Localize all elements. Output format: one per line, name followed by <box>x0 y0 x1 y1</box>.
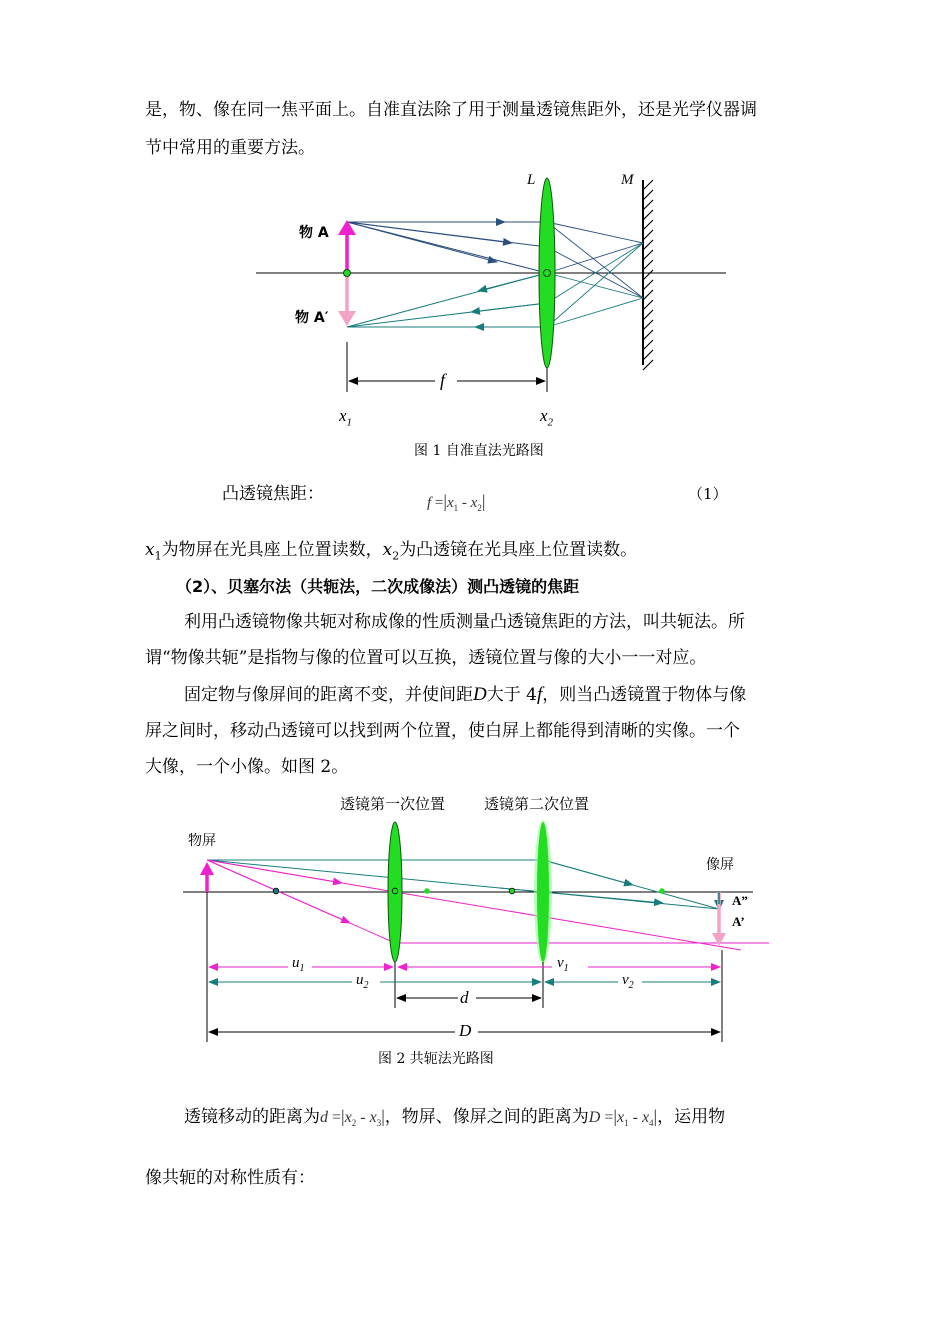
fig2-label-D: D <box>459 1021 472 1040</box>
fig2-label-imgscreen: 像屏 <box>706 857 734 873</box>
fig1-label-L: L <box>527 172 536 188</box>
def-line: $x_1$为物屏在光具座上位置读数，$x_2$为凸透镜在光具座上位置读数。 <box>145 540 638 563</box>
formula1-expression: $f =|x_1 - x_2|$ <box>427 491 486 513</box>
fig1-label-objA: 物 A <box>299 225 329 241</box>
para4-line2: 像共轭的对称性质有： <box>145 1168 315 1188</box>
para1-line2: 节中常用的重要方法。 <box>145 138 315 158</box>
para3-line3: 大像，一个小像。如图 2。 <box>145 757 349 777</box>
section-heading-2: （2）、贝塞尔法（共轭法，二次成像法）测凸透镜的焦距 <box>176 577 580 596</box>
fig2-label-A1: A’ <box>732 914 745 929</box>
fig1-label-x2: $x_2$ <box>540 406 554 429</box>
para3-line2: 屏之间时，移动凸透镜可以找到两个位置，使白屏上都能得到清晰的实像。一个 <box>145 721 740 741</box>
fig2-label-objscreen: 物屏 <box>188 833 216 849</box>
para2-line2: 谓“物像共轭”是指物与像的位置可以互换，透镜位置与像的大小一一对应。 <box>145 648 707 668</box>
fig1-label-M: M <box>621 172 634 188</box>
fig2-label-pos1: 透镜第一次位置 <box>340 795 446 813</box>
fig2-label-A2: A” <box>732 893 748 908</box>
fig2-label-u1: $u_1$ <box>292 955 305 974</box>
fig2-label-pos2: 透镜第二次位置 <box>484 795 590 813</box>
formula1-label: 凸透镜焦距： <box>222 484 324 504</box>
para3-line1: 固定物与像屏间的距离不变，并使间距D大于 4f，则当凸透镜置于物体与像 <box>184 684 747 705</box>
fig2-focal-point <box>273 888 279 894</box>
fig2-label-u2: $u_2$ <box>356 972 369 991</box>
fig1-label-x1: $x_1$ <box>339 406 353 429</box>
fig2-teal-rays <box>207 860 719 909</box>
fig2-caption: 图 2 共轭法光路图 <box>378 1051 494 1067</box>
formula1-number: （1） <box>688 485 728 503</box>
fig2-label-v1: $v_1$ <box>557 955 569 974</box>
fig2-label-v2: $v_2$ <box>622 972 634 991</box>
fig1-caption: 图 1 自准直法光路图 <box>414 443 544 459</box>
para1-line1: 是，物、像在同一焦平面上。自准直法除了用于测量透镜焦距外，还是光学仪器调 <box>145 100 757 120</box>
fig1-label-objA2: 物 A′ <box>295 310 329 326</box>
fig2-magenta-rays <box>207 860 769 950</box>
para2-line1: 利用凸透镜物像共轭对称成像的性质测量凸透镜焦距的方法，叫共轭法。所 <box>184 612 745 632</box>
fig1-label-f: f <box>440 370 446 390</box>
para4-line1: 透镜移动的距离为$d =|x_2 - x_3|$，物屏、像屏之间的距离为$D =|x_1 - x_4|$，运用物 <box>184 1106 726 1129</box>
fig2-label-d: d <box>460 988 469 1007</box>
